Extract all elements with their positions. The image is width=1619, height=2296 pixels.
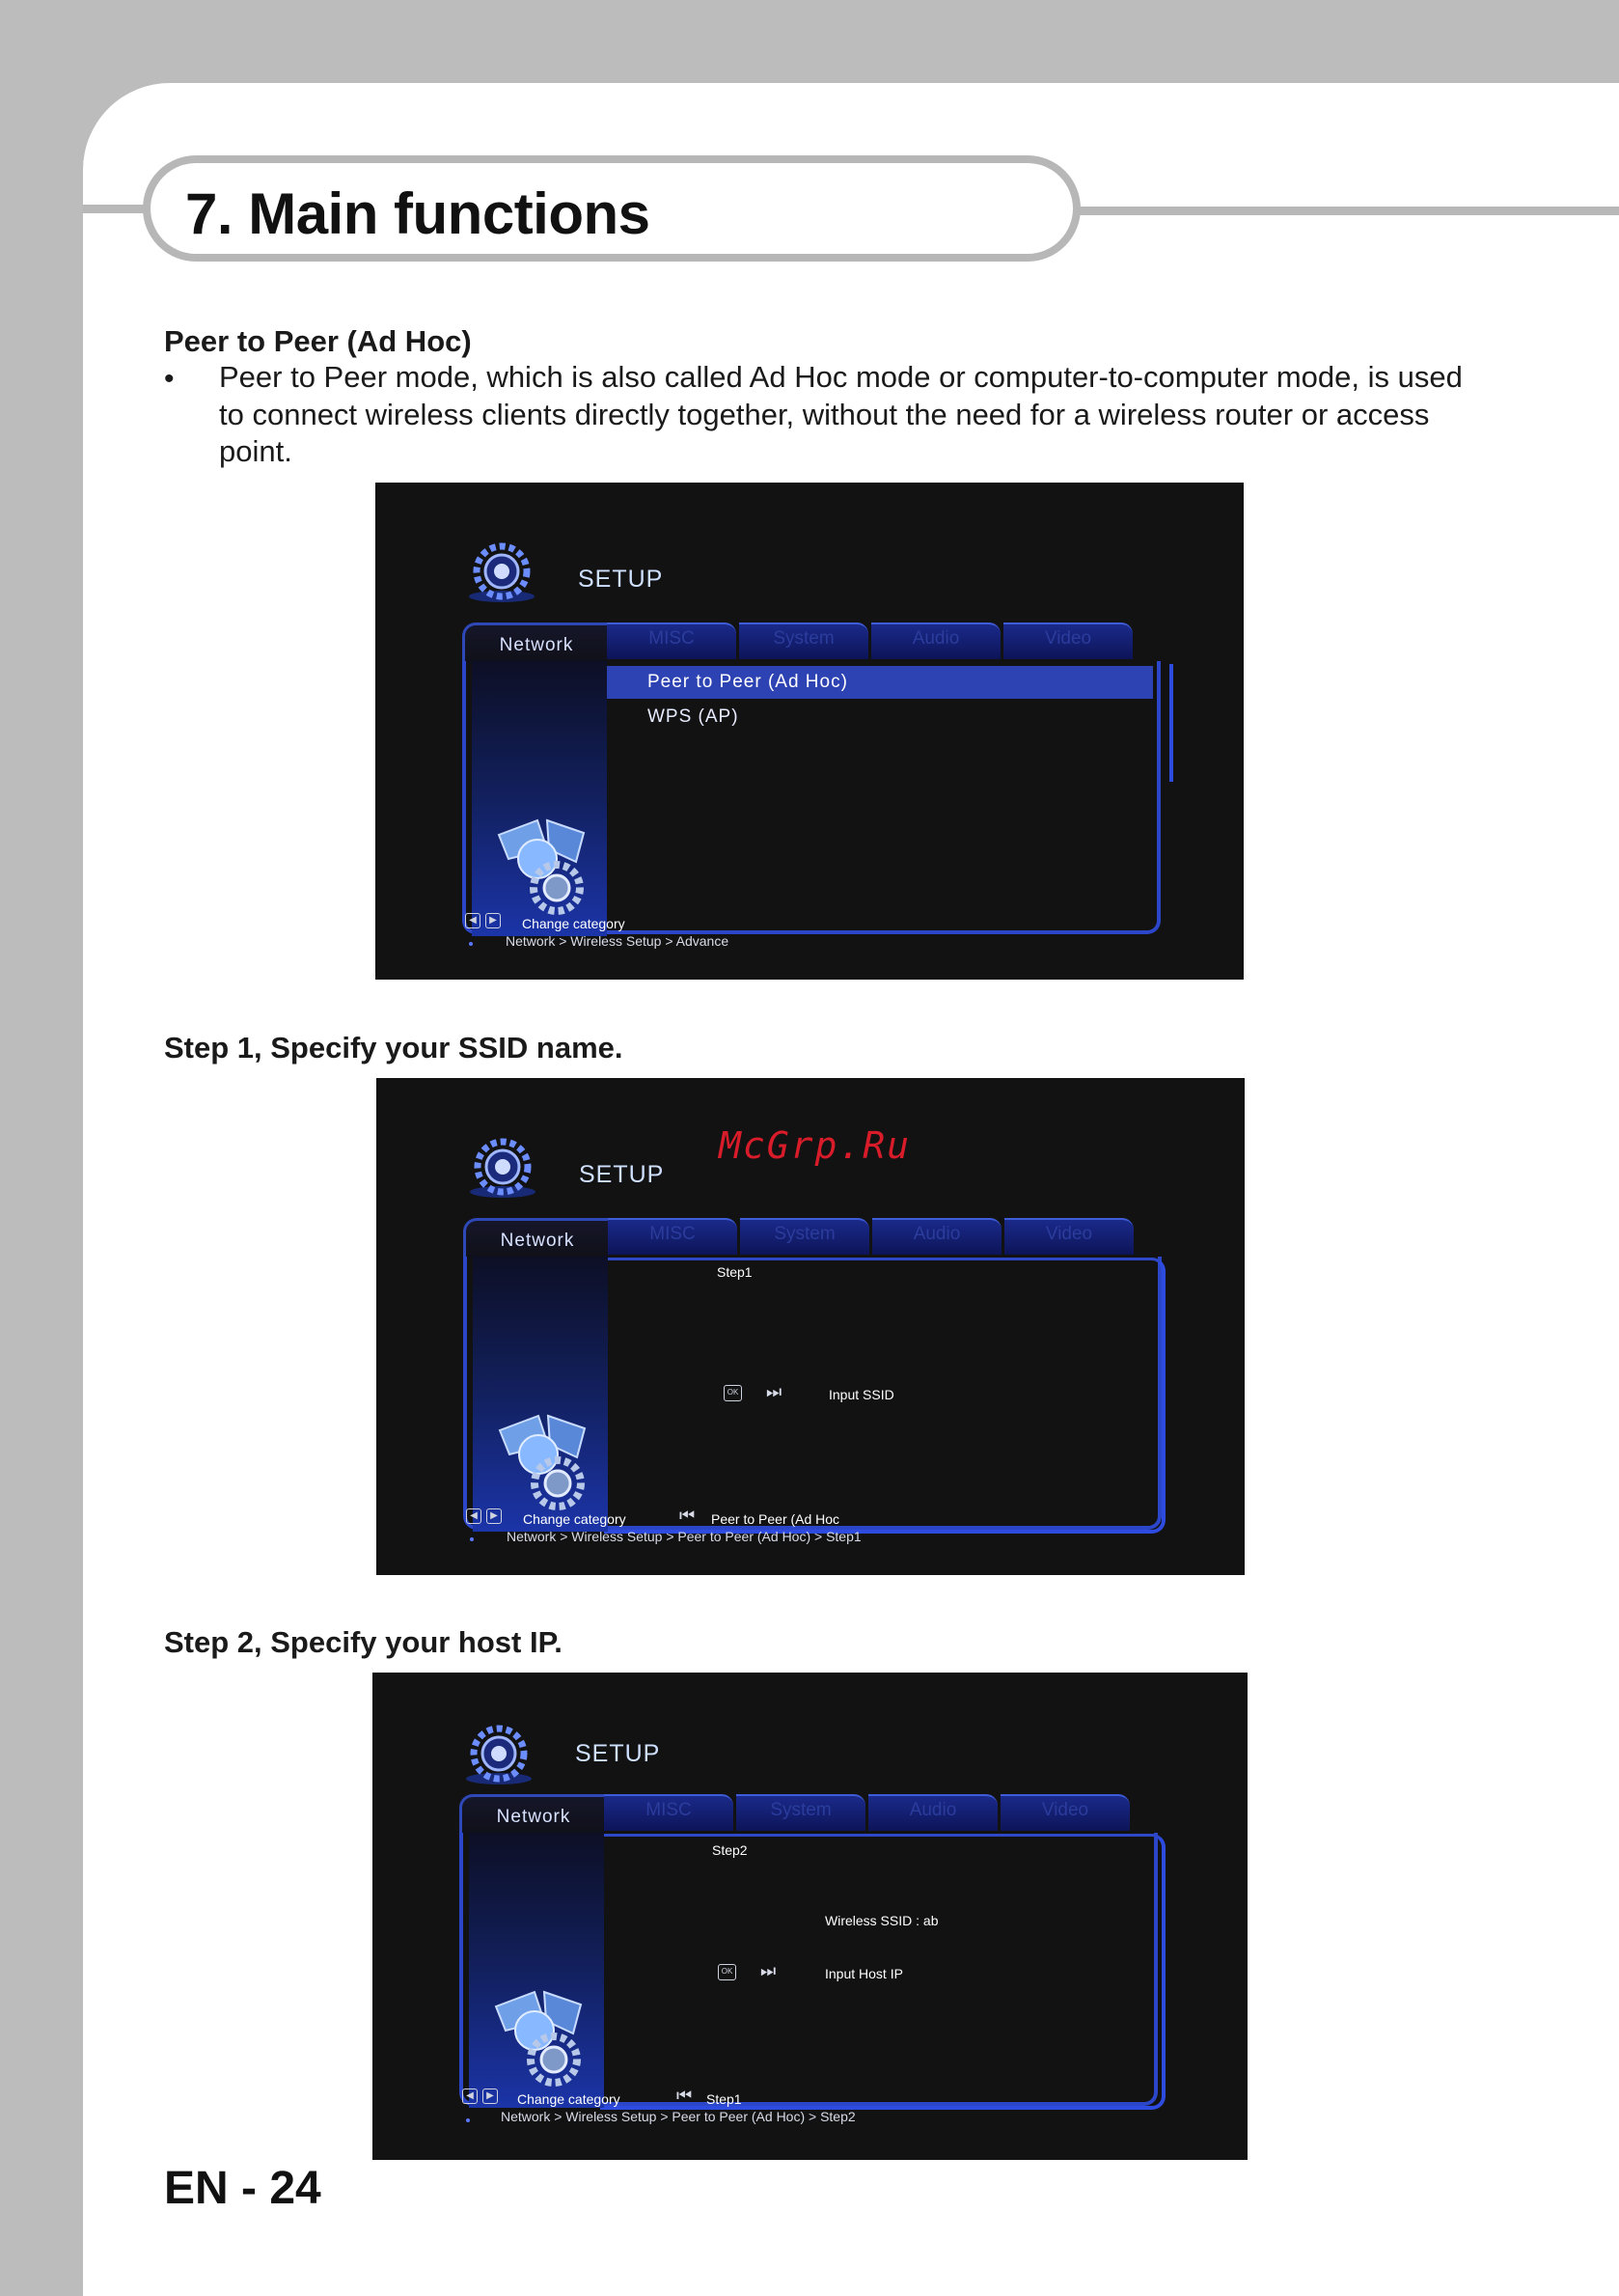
right-arrow-key-icon: ▶ xyxy=(485,913,501,928)
tab-network[interactable]: Network xyxy=(459,1794,605,1836)
network-settings-icon xyxy=(489,806,595,922)
hint-change-category: Change category xyxy=(517,2091,620,2107)
step-label: Step1 xyxy=(717,1264,753,1280)
scrollbar[interactable] xyxy=(1169,664,1173,782)
step1-heading: Step 1, Specify your SSID name. xyxy=(164,1031,623,1065)
screenshot-step1 xyxy=(376,1078,1245,1575)
hint-change-category: Change category xyxy=(523,1511,626,1527)
next-icon: ⏭ xyxy=(766,1382,782,1401)
breadcrumb-bullet-icon xyxy=(469,942,473,946)
tab-system[interactable]: System xyxy=(740,1218,869,1255)
tab-video[interactable]: Video xyxy=(1001,1794,1130,1831)
tab-audio[interactable]: Audio xyxy=(868,1794,998,1831)
tab-misc[interactable]: MISC xyxy=(608,1218,737,1255)
page-number: EN - 24 xyxy=(164,2163,321,2214)
watermark-text: McGrp.Ru xyxy=(719,1124,912,1167)
previous-icon: ⏮ xyxy=(676,2086,693,2105)
sidebar-panel xyxy=(472,661,607,936)
network-settings-icon xyxy=(486,1978,592,2093)
left-arrow-key-icon: ◀ xyxy=(466,1508,481,1524)
input-host-ip-label: Input Host IP xyxy=(825,1966,903,1981)
tab-system[interactable]: System xyxy=(739,622,868,659)
section-paragraph: Peer to Peer mode, which is also called Ad Hoc mode or computer-to-computer mode, is used to connect wireless clients directly together, without the need for a wireless router or access point. xyxy=(219,360,1463,468)
breadcrumb: Network > Wireless Setup > Advance xyxy=(506,933,729,949)
ok-button-icon: OK xyxy=(724,1385,742,1401)
section-heading: Peer to Peer (Ad Hoc) xyxy=(164,324,472,358)
menu-item-peer-to-peer[interactable]: Peer to Peer (Ad Hoc) xyxy=(607,666,1153,699)
step-label: Step2 xyxy=(712,1842,748,1858)
hint-back: Step1 xyxy=(706,2091,742,2107)
tab-misc[interactable]: MISC xyxy=(607,622,736,659)
network-settings-icon xyxy=(490,1401,596,1517)
bullet-marker: • xyxy=(164,363,175,395)
left-arrow-key-icon: ◀ xyxy=(465,913,480,928)
setup-gear-icon xyxy=(467,540,536,610)
previous-icon: ⏮ xyxy=(679,1506,696,1525)
sidebar-panel xyxy=(469,1833,604,2108)
next-icon: ⏭ xyxy=(760,1961,777,1980)
menu-item-wps[interactable]: WPS (AP) xyxy=(647,706,739,727)
setup-gear-icon xyxy=(464,1723,534,1792)
screenshot-step2 xyxy=(372,1673,1248,2160)
input-ssid-label: Input SSID xyxy=(829,1387,894,1402)
tab-video[interactable]: Video xyxy=(1004,1218,1134,1255)
wireless-ssid-value: Wireless SSID : ab xyxy=(825,1913,939,1928)
left-arrow-key-icon: ◀ xyxy=(462,2089,478,2104)
right-arrow-key-icon: ▶ xyxy=(486,1508,502,1524)
breadcrumb-bullet-icon xyxy=(470,1537,474,1541)
tab-network[interactable]: Network xyxy=(463,1218,609,1259)
breadcrumb: Network > Wireless Setup > Peer to Peer (Ad Hoc) > Step2 xyxy=(501,2109,856,2124)
setup-title: SETUP xyxy=(579,1161,665,1188)
chapter-title: 7. Main functions xyxy=(185,181,650,246)
tab-audio[interactable]: Audio xyxy=(872,1218,1002,1255)
step2-heading: Step 2, Specify your host IP. xyxy=(164,1625,563,1659)
tab-video[interactable]: Video xyxy=(1003,622,1133,659)
tab-system[interactable]: System xyxy=(736,1794,865,1831)
breadcrumb-bullet-icon xyxy=(466,2118,470,2122)
header-rule-left xyxy=(83,205,151,213)
sidebar-panel xyxy=(473,1257,608,1532)
tab-network[interactable]: Network xyxy=(462,622,608,664)
right-arrow-key-icon: ▶ xyxy=(482,2089,498,2104)
header-rule-right xyxy=(1079,207,1619,215)
ok-button-icon: OK xyxy=(718,1964,736,1980)
hint-back: Peer to Peer (Ad Hoc xyxy=(711,1511,840,1527)
tab-audio[interactable]: Audio xyxy=(871,622,1001,659)
breadcrumb: Network > Wireless Setup > Peer to Peer (Ad Hoc) > Step1 xyxy=(507,1529,862,1544)
chapter-title-box xyxy=(143,155,1081,262)
hint-change-category: Change category xyxy=(522,916,625,931)
setup-title: SETUP xyxy=(575,1740,661,1767)
setup-title: SETUP xyxy=(578,566,664,593)
setup-gear-icon xyxy=(468,1136,537,1205)
screenshot-setup-menu xyxy=(375,483,1244,980)
tab-misc[interactable]: MISC xyxy=(604,1794,733,1831)
